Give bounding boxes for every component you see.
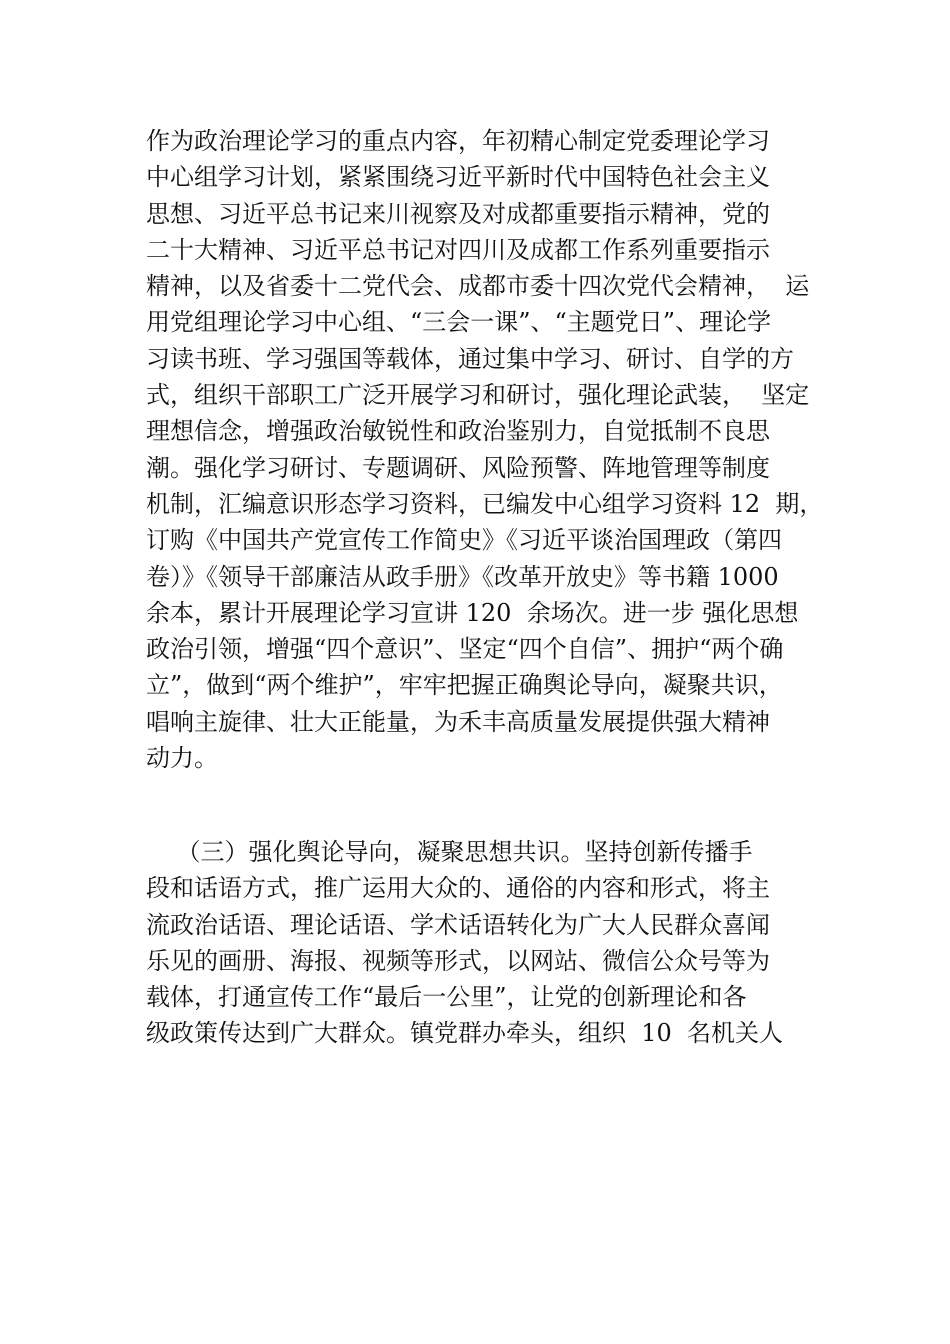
text-line: 动力。 [146,744,218,773]
text-line: 习读书班、学习强国等载体，通过集中学习、研讨、自学的方 [146,344,794,373]
text-line: 二十大精神、习近平总书记对四川及成都工作系列重要指示 [146,235,770,264]
text-line: 精神，以及省委十二党代会、成都市委十四次党代会精神， 运 [146,272,810,301]
text-line: 流政治话语、理论话语、学术话语转化为广大人民群众喜闻 [146,910,770,939]
text-line: 立”，做到“两个维护”，牢牢把握正确舆论导向，凝聚共识， [146,671,783,700]
text-line: 式，组织干部职工广泛开展学习和研讨，强化理论武装， 坚定 [146,381,810,410]
text-line: 用党组理论学习中心组、“三会一课”、“主题党日”、理论学 [146,308,772,337]
text-line: 订购《中国共产党宣传工作简史》《习近平谈治国理政（第四 [146,526,782,555]
text-line: 级政策传达到广大群众。镇党群办牵头，组织 10 名机关人 [146,1019,784,1048]
section-heading-line: （三）强化舆论导向，凝聚思想共识。坚持创新传播手 [146,838,753,866]
text-line: 余本，累计开展理论学习宣讲 120 余场次。进一步 强化思想 [146,598,799,627]
text-line: 作为政治理论学习的重点内容，年初精心制定党委理论学习 [146,127,770,155]
text-line: 乐见的画册、海报、视频等形式，以网站、微信公众号等为 [146,946,770,975]
text-line: 载体，打通宣传工作“最后一公里”，让党的创新理论和各 [146,983,747,1012]
text-line: 唱响主旋律、壮大正能量，为禾丰高质量发展提供强大精神 [146,707,770,736]
paragraph-public-opinion [146,834,826,1052]
text-line: 机制，汇编意识形态学习资料，已编发中心组学习资料 12 期， [146,489,824,518]
paragraph-theory-study [146,123,826,776]
text-line: 潮。强化学习研讨、专题调研、风险预警、阵地管理等制度 [146,453,770,482]
text-line: 段和话语方式，推广运用大众的、通俗的内容和形式，将主 [146,874,770,903]
text-line: 政治引领，增强“四个意识”、坚定“四个自信”、拥护“两个确 [146,635,784,664]
text-line: 卷）》《领导干部廉洁从政手册》《改革开放史》等书籍 1000 [146,562,779,591]
text-line: 理想信念，增强政治敏锐性和政治鉴别力，自觉抵制不良思 [146,417,770,446]
text-line: 思想、习近平总书记来川视察及对成都重要指示精神，党的 [146,199,770,228]
text-line: 中心组学习计划，紧紧围绕习近平新时代中国特色社会主义 [146,163,770,192]
